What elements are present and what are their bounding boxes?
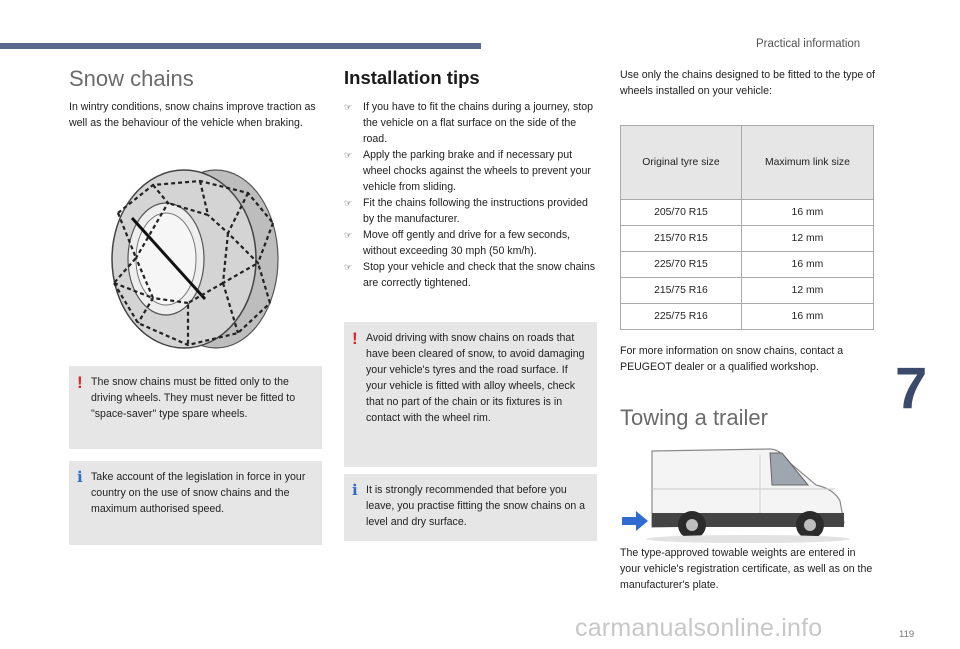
watermark: carmanualsonline.info	[575, 614, 823, 642]
snow-chain-wheel-illustration	[108, 163, 283, 355]
list-item: ☞ If you have to fit the chains during a journey, stop the vehicle on a flat surface on the side of the road.	[344, 101, 594, 145]
chain-size-table	[620, 125, 874, 330]
list-item: ☞ Apply the parking brake and if necessary put wheel chocks against the wheels to prevent your vehicle from sliding.	[344, 149, 591, 193]
table-row	[621, 200, 874, 226]
list-item: ☞ Fit the chains following the instructions provided by the manufacturer.	[344, 197, 588, 225]
exclamation-icon: !	[77, 373, 83, 392]
column-header: Original tyre size	[621, 126, 742, 200]
installation-info-text: It is strongly recommended that before you leave, you practise fitting the snow chains on a level and dry surface.	[366, 484, 586, 528]
pointing-finger-icon: ☞	[344, 230, 353, 240]
installation-warning-note	[344, 322, 597, 467]
van-towing-illustration	[620, 445, 852, 543]
info-icon: ℹ	[352, 482, 358, 499]
link-size-cell: 16 mm	[741, 304, 873, 330]
towing-text: The type-approved towable weights are entered in your vehicle's registration certificate, as well as on the manufacturer's plate.	[620, 547, 873, 591]
chains-table-footer: For more information on snow chains, contact a PEUGEOT dealer or a qualified workshop.	[620, 345, 844, 373]
exclamation-icon: !	[352, 329, 358, 348]
installation-tips-list	[344, 99, 600, 291]
tyre-size-cell: 205/70 R15	[621, 200, 742, 226]
column-header: Maximum link size	[741, 126, 873, 200]
chains-table-intro: Use only the chains designed to be fitted to the type of wheels installed on your vehicle:	[620, 69, 876, 97]
installation-tips-heading: Installation tips	[344, 67, 480, 88]
info-icon: ℹ	[77, 469, 83, 486]
pointing-finger-icon: ☞	[344, 198, 353, 208]
snow-chains-heading: Snow chains	[69, 66, 194, 91]
table-header-row	[621, 126, 874, 200]
tyre-size-cell: 225/75 R16	[621, 304, 742, 330]
list-item: ☞ Move off gently and drive for a few seconds, without exceeding 30 mph (50 km/h).	[344, 229, 571, 257]
link-size-cell: 12 mm	[741, 278, 873, 304]
tyre-size-cell: 215/70 R15	[621, 226, 742, 252]
list-item: ☞ Stop your vehicle and check that the snow chains are correctly tightened.	[344, 261, 596, 289]
link-size-cell: 16 mm	[741, 252, 873, 278]
page-number: 119	[899, 629, 915, 640]
installation-info-note	[344, 474, 597, 541]
pointing-finger-icon: ☞	[344, 102, 353, 112]
towing-heading: Towing a trailer	[620, 405, 768, 430]
link-size-cell: 12 mm	[741, 226, 873, 252]
tyre-size-cell: 225/70 R15	[621, 252, 742, 278]
installation-warning-text: Avoid driving with snow chains on roads that have been cleared of snow, to avoid damaging your vehicle's tyres and the road surface. If your vehicle is fitted with alloy wheels, check that no part of the chain or its fixtures is in contact with the wheel rim.	[366, 332, 585, 424]
chapter-number: 7	[895, 356, 928, 421]
table-row	[621, 226, 874, 252]
header-accent-bar	[0, 43, 481, 49]
table-row	[621, 304, 874, 330]
link-size-cell: 16 mm	[741, 200, 873, 226]
snow-chains-intro: In wintry conditions, snow chains improve traction as well as the behaviour of the vehicle when braking.	[69, 101, 316, 129]
tyre-size-cell: 215/75 R16	[621, 278, 742, 304]
table-row	[621, 252, 874, 278]
snow-chains-warning-text: The snow chains must be fitted only to the driving wheels. They must never be fitted to "space-saver" type spare wheels.	[91, 376, 296, 420]
pointing-finger-icon: ☞	[344, 150, 353, 160]
snow-chains-warning-note	[69, 366, 322, 449]
table-row	[621, 278, 874, 304]
arrow-right-icon	[622, 511, 648, 531]
section-title: Practical information	[756, 38, 861, 50]
snow-chains-info-text: Take account of the legislation in force in your country on the use of snow chains and the maximum authorised speed.	[91, 471, 306, 515]
pointing-finger-icon: ☞	[344, 262, 353, 272]
snow-chains-info-note	[69, 461, 322, 545]
